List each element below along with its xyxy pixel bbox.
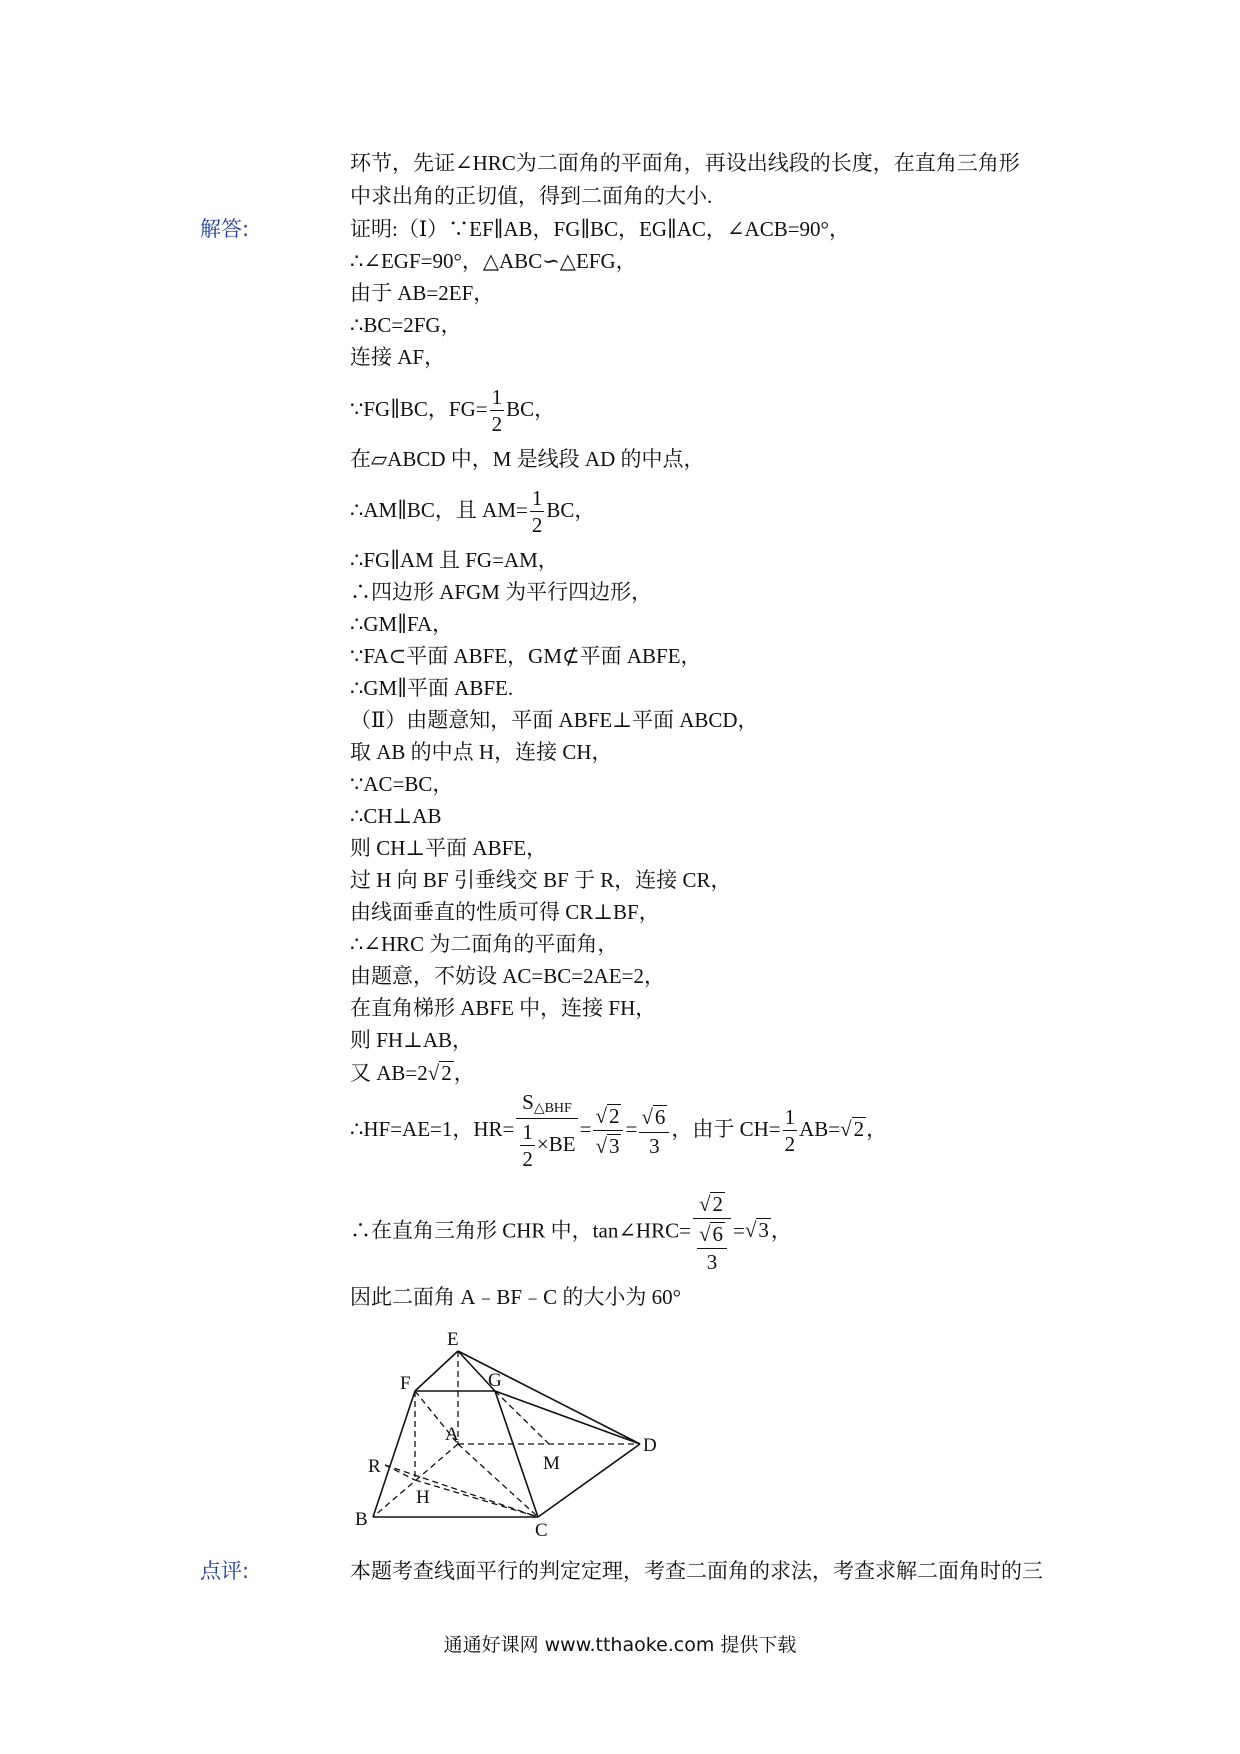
fraction-half	[783, 1107, 798, 1155]
proof-line-fraction	[350, 387, 555, 435]
text: ∵FG∥BC，FG=	[350, 396, 488, 421]
sqrt: √6	[641, 1105, 666, 1130]
fraction-hr	[516, 1092, 577, 1170]
numerator: 1	[531, 486, 543, 510]
proof-line-sqrt	[350, 1058, 475, 1088]
numerator	[697, 1222, 727, 1249]
label-h: H	[416, 1487, 430, 1508]
geometry-figure	[350, 1325, 690, 1545]
denominator: 3	[649, 1133, 660, 1158]
proof-line: ∴GM∥平面 ABFE.	[350, 676, 514, 700]
numerator	[516, 1092, 577, 1119]
text: BC，	[546, 497, 596, 522]
edge-gc	[495, 1391, 538, 1517]
proof-line: ∴四边形 AFGM 为平行四边形，	[350, 580, 653, 604]
text: ∴HF=AE=1，HR=	[350, 1116, 515, 1141]
numerator	[693, 1192, 731, 1219]
label-c: C	[535, 1520, 548, 1541]
proof-line: 在直角梯形 ABFE 中，连接 FH，	[350, 996, 657, 1020]
label-a: A	[445, 1424, 459, 1445]
label-m: M	[543, 1453, 560, 1474]
text: ×BE	[536, 1131, 576, 1156]
edge-ef	[415, 1351, 458, 1391]
proof-line: ∵FA⊂平面 ABFE，GM⊄平面 ABFE，	[350, 644, 702, 668]
text: 又 AB=2	[350, 1061, 428, 1085]
proof-line: 由线面垂直的性质可得 CR⊥BF，	[350, 900, 660, 924]
sqrt: √6	[698, 1222, 723, 1247]
comment-label: 点评:	[200, 1559, 250, 1583]
text: ，由于 CH=	[671, 1116, 781, 1141]
proof-line: ∵AC=BC，	[350, 772, 454, 796]
numerator	[593, 1104, 623, 1131]
sqrt: √2	[427, 1061, 452, 1085]
numerator: 1	[491, 385, 503, 409]
text: ，	[453, 1061, 475, 1085]
proof-line-tan-formula	[350, 1192, 792, 1273]
intro-line-2: 中求出角的正切值，得到二面角的大小.	[350, 184, 713, 208]
edge-gm	[495, 1391, 549, 1444]
text: BC，	[506, 396, 556, 421]
denominator: 2	[531, 513, 543, 537]
proof-line: ∴∠HRC 为二面角的平面角，	[350, 932, 619, 956]
proof-line: ∴GM∥FA，	[350, 612, 454, 636]
proof-line: ∴BC=2FG，	[350, 313, 462, 337]
proof-line: ∴CH⊥AB	[350, 804, 442, 828]
edge-rc	[385, 1465, 538, 1517]
equals: =	[732, 1218, 745, 1243]
proof-line: 由题意，不妨设 AC=BC=2AE=2，	[350, 964, 665, 988]
numerator: 1	[784, 1105, 796, 1129]
label-g: G	[488, 1370, 502, 1391]
edge-rh	[385, 1465, 415, 1480]
radicand: 2	[608, 1103, 620, 1128]
equals: =	[579, 1116, 592, 1141]
proof-line: （Ⅱ）由题意知，平面 ABFE⊥平面 ABCD，	[350, 708, 759, 732]
edge-fb	[373, 1391, 415, 1517]
numerator: 1	[522, 1120, 533, 1144]
proof-line: 过 H 向 BF 引垂线交 BF 于 R，连接 CR，	[350, 868, 732, 892]
radicand: 3	[608, 1134, 620, 1158]
fraction-sqrt	[639, 1105, 669, 1156]
sqrt: √2	[595, 1103, 620, 1128]
proof-line: 由于 AB=2EF，	[350, 281, 495, 305]
numerator	[639, 1105, 669, 1132]
text: ∴在直角三角形 CHR 中，tan∠HRC=	[350, 1218, 691, 1243]
edge-gd	[495, 1391, 640, 1444]
proof-line-hr-formula	[350, 1092, 887, 1170]
radicand: 6	[654, 1105, 666, 1130]
fraction-inner	[697, 1222, 727, 1273]
radicand: 2	[712, 1192, 723, 1216]
proof-line: 连接 AF，	[350, 345, 446, 369]
fraction	[490, 387, 505, 435]
proof-line: 取 AB 的中点 H，连接 CH，	[350, 740, 613, 764]
sqrt: √3	[595, 1134, 620, 1158]
text: ∴AM∥BC，且 AM=	[350, 497, 528, 522]
comment-text: 本题考查线面平行的判定定理，考查二面角的求法，考查求解二面角时的三	[350, 1559, 1043, 1583]
edge-ed	[458, 1351, 640, 1444]
proof-line-fraction	[350, 488, 595, 536]
proof-line: 在▱ABCD 中，M 是线段 AD 的中点，	[350, 447, 705, 471]
label-d: D	[643, 1435, 657, 1456]
area-subscript: △BHF	[533, 1101, 572, 1116]
label-f: F	[400, 1373, 411, 1394]
sqrt: √2	[840, 1116, 865, 1141]
fraction-sqrt	[593, 1104, 623, 1158]
proof-line: ∴FG∥AM 且 FG=AM，	[350, 548, 559, 572]
label-b: B	[355, 1509, 368, 1530]
denominator: 2	[491, 412, 503, 436]
denominator: 3	[706, 1250, 718, 1275]
denominator: 2	[784, 1132, 796, 1156]
intro-line-1: 环节，先证∠HRC为二面角的平面角，再设出线段的长度，在直角三角形	[350, 151, 1020, 175]
equals: =	[625, 1116, 638, 1141]
text: ，	[866, 1116, 888, 1141]
edge-hc	[415, 1480, 538, 1517]
fraction-half	[520, 1122, 535, 1170]
text: ，	[770, 1218, 792, 1243]
page-footer: 通通好课网 www.tthaoke.com 提供下载	[443, 1634, 797, 1656]
radicand: 6	[712, 1222, 723, 1247]
denominator	[516, 1119, 577, 1170]
proof-line: 则 FH⊥AB，	[350, 1028, 474, 1052]
proof-line: 则 CH⊥平面 ABFE，	[350, 836, 548, 860]
fraction-tan	[693, 1192, 731, 1273]
sqrt: √3	[744, 1218, 769, 1243]
proof-line: ∴∠EGF=90°，△ABC∽△EFG，	[350, 249, 637, 273]
text: AB=	[799, 1116, 841, 1141]
proof-line: 证明:（Ⅰ）∵EF∥AB，FG∥BC，EG∥AC，∠ACB=90°，	[350, 217, 850, 241]
answer-label: 解答:	[200, 217, 250, 241]
proof-line-conclusion: 因此二面角 A﹣BF﹣C 的大小为 60°	[350, 1285, 682, 1309]
fraction	[530, 488, 545, 536]
denominator: 2	[522, 1147, 533, 1171]
label-e: E	[447, 1329, 459, 1350]
denominator	[693, 1219, 731, 1273]
area-symbol: S	[522, 1090, 534, 1114]
denominator	[593, 1131, 623, 1158]
radicand: 3	[758, 1218, 769, 1243]
sqrt: √2	[698, 1192, 723, 1216]
label-r: R	[368, 1456, 381, 1477]
radicand: 2	[441, 1061, 452, 1085]
radicand: 2	[853, 1116, 865, 1141]
